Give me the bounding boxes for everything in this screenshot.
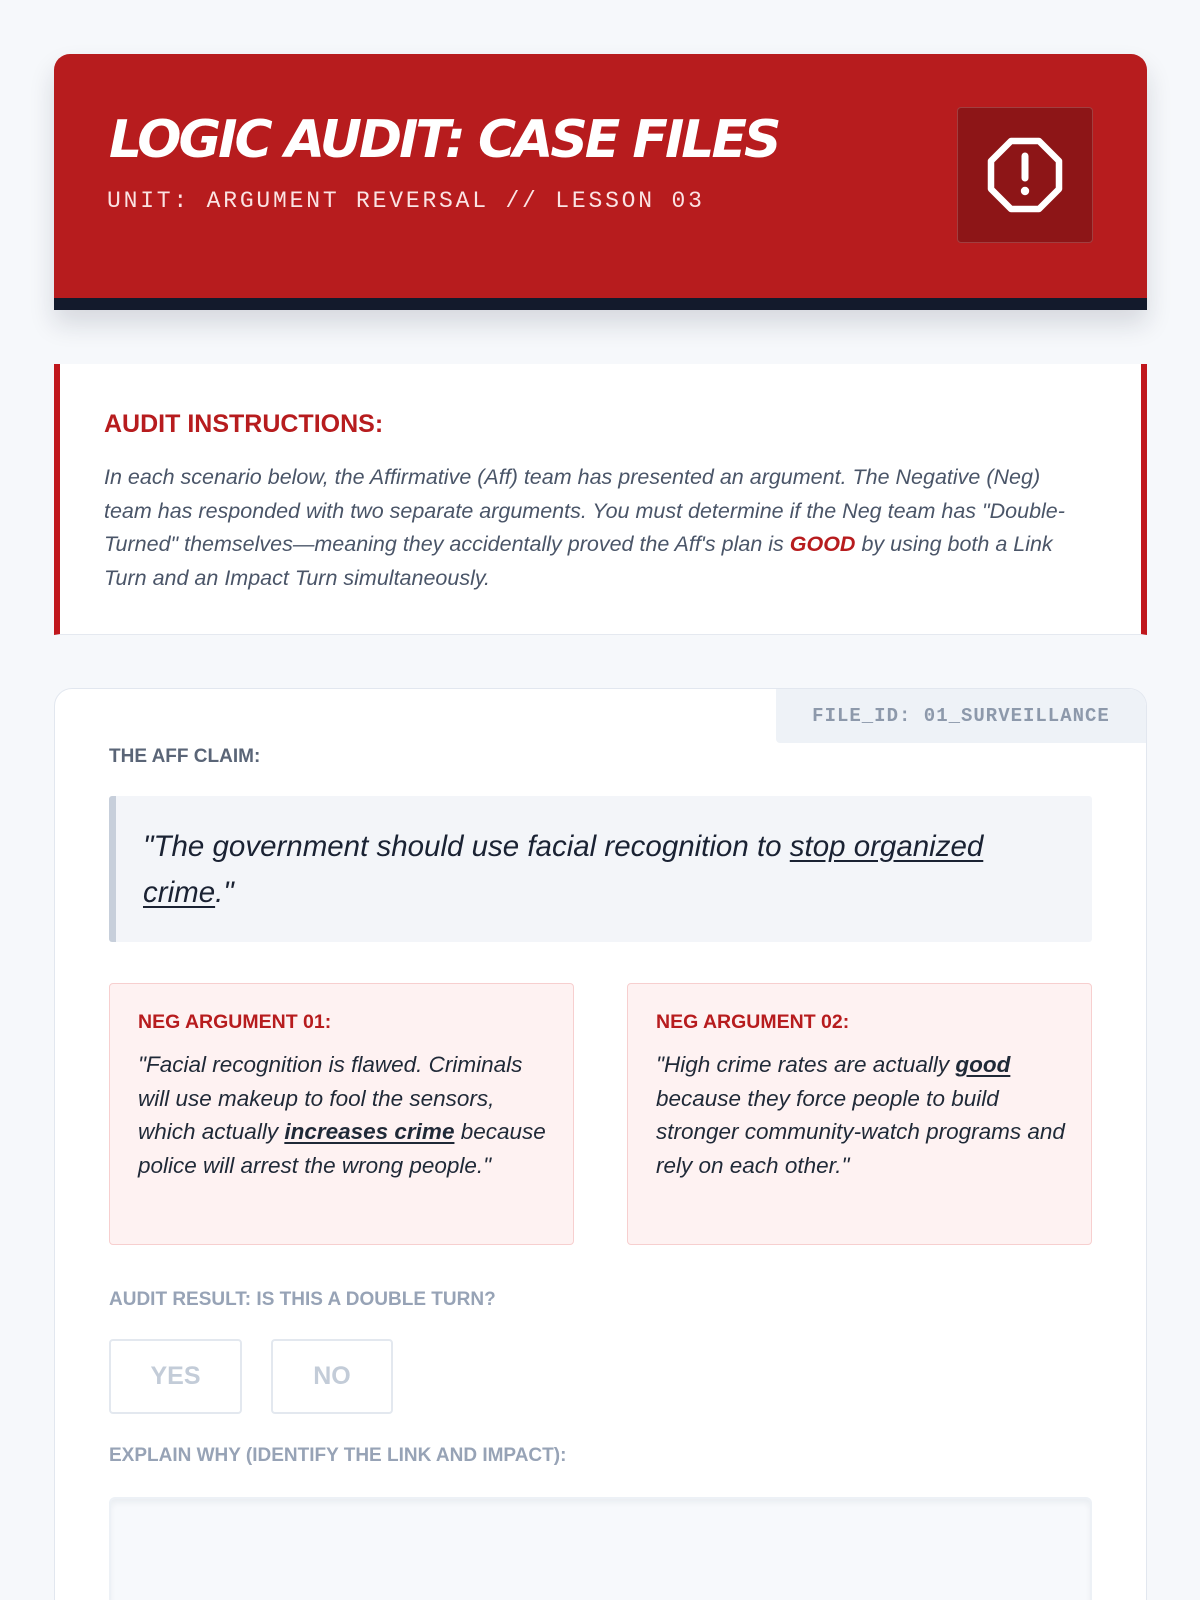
aff-claim-text-start: "The government should use facial recognition to: [143, 830, 790, 863]
neg-argument-text-start: "Facial recognition is flawed. Criminals will use makeup to fool the sensors, which actually: [138, 1052, 523, 1144]
neg-argument-card-02: [627, 983, 1092, 1245]
page-title: LOGIC AUDIT: CASE FILES: [109, 110, 779, 170]
alert-badge: [957, 107, 1093, 243]
aff-claim-underlined: stop organized crime: [143, 830, 984, 909]
neg-argument-highlight: increases crime: [284, 1119, 455, 1144]
explain-label: EXPLAIN WHY (IDENTIFY THE LINK AND IMPACT):: [109, 1445, 567, 1466]
no-button[interactable]: NO: [271, 1339, 393, 1414]
aff-claim-quote: [109, 796, 1092, 942]
neg-argument-card-01: [109, 983, 574, 1245]
case-file-card: [54, 688, 1147, 1600]
neg-argument-title: NEG ARGUMENT 01:: [138, 1011, 332, 1033]
page-header: [54, 54, 1147, 310]
file-id-tag: FILE_ID: 01_SURVEILLANCE: [776, 689, 1146, 743]
yes-button[interactable]: YES: [109, 1339, 242, 1414]
audit-instructions: [54, 364, 1147, 635]
instructions-text-end: by using both a Link Turn and an Impact Turn simultaneously.: [104, 532, 1053, 590]
neg-argument-title: NEG ARGUMENT 02:: [656, 1011, 850, 1033]
explain-textarea[interactable]: [109, 1497, 1092, 1600]
neg-argument-text-end: because police will arrest the wrong people.": [138, 1119, 546, 1178]
neg-argument-text-end: because they force people to build stronger community-watch programs and rely on each other.": [656, 1085, 1065, 1178]
neg-argument-text: [656, 1048, 1065, 1182]
instructions-emphasis: GOOD: [789, 532, 856, 556]
audit-result-label: AUDIT RESULT: IS THIS A DOUBLE TURN?: [109, 1289, 496, 1310]
aff-claim-text-end: .": [215, 876, 234, 909]
aff-claim-label: THE AFF CLAIM:: [109, 746, 261, 767]
alert-octagon-icon: [986, 136, 1064, 214]
page-subtitle: UNIT: ARGUMENT REVERSAL // LESSON 03: [107, 188, 705, 214]
instructions-text: [104, 461, 1084, 595]
neg-argument-text: [138, 1048, 547, 1182]
instructions-text-start: In each scenario below, the Affirmative (Aff) team has presented an argument. The Negative (Neg) team has responded with two separate arguments. You must determine if the Neg team has "Double-Turned" themselves—meaning they accidentally proved the Aff's plan is: [104, 465, 1065, 556]
neg-argument-text-start: "High crime rates are actually: [656, 1052, 956, 1077]
instructions-title: AUDIT INSTRUCTIONS:: [104, 410, 384, 438]
neg-argument-highlight: good: [955, 1052, 1011, 1077]
